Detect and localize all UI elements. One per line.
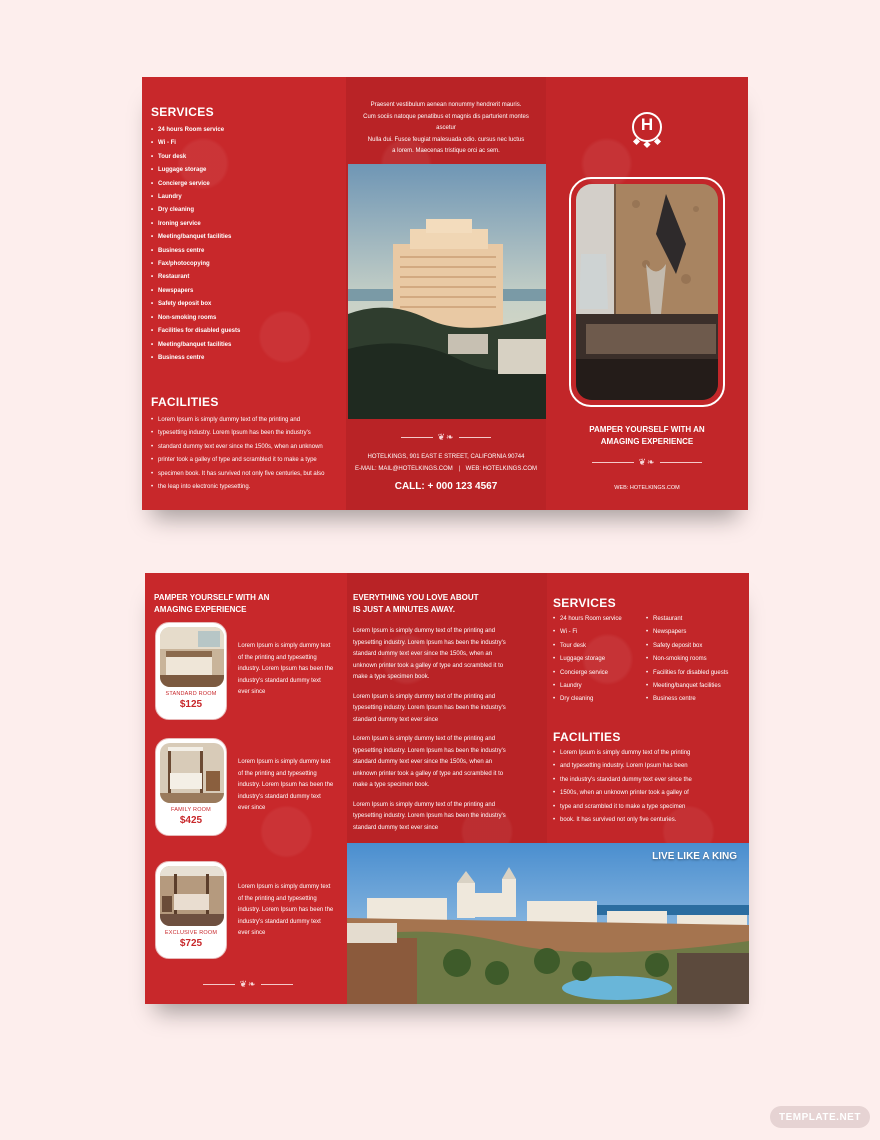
list-item: • Wi - Fi (151, 137, 240, 150)
list-item: • Tour desk (151, 151, 240, 164)
text-line: industry's standard dummy text (238, 793, 321, 800)
list-item: • Non-smoking rooms (646, 653, 728, 666)
services-list-col2 (646, 613, 728, 707)
list-item: • Concierge service (553, 667, 622, 680)
facilities-list (151, 414, 324, 494)
room-price: $725 (179, 938, 203, 949)
list-item: • the industry's standard dummy text ever since the (553, 774, 692, 787)
cover-frame (569, 177, 725, 407)
list-item: • Ironing service (151, 218, 240, 231)
list-item: • Business centre (151, 352, 240, 365)
text-line: typesetting industry. Lorem Ipsum has been the industry's (353, 639, 506, 646)
ornament-divider: ❦❧ (592, 457, 702, 467)
panel-rooms (145, 573, 347, 1004)
list-item: • Dry cleaning (151, 204, 240, 217)
ornament-divider: ❦❧ (203, 979, 293, 989)
text-line: Lorem Ipsum is simply dummy text of the printing and (353, 693, 496, 700)
separator: | (458, 465, 460, 472)
text-line: of the printing and typesetting (238, 895, 317, 902)
panel-contact (346, 77, 546, 510)
list-item: • Safety deposit box (151, 298, 240, 311)
list-item: • type and scrambled it to make a type specimen (553, 801, 692, 814)
text-line: industry. Lorem Ipsum has been the (238, 782, 334, 788)
banner-text: LIVE LIKE A KING (652, 851, 737, 862)
list-item: • Business centre (151, 245, 240, 258)
cover-web: WEB: HOTELKINGS.COM (614, 485, 680, 491)
watermark-badge[interactable]: TEMPLATE.NET (770, 1106, 870, 1128)
text-line: ever since (238, 805, 266, 811)
list-item: • Luggage storage (151, 164, 240, 177)
text-line: industry's standard dummy text (238, 677, 321, 684)
text-line: industry. Lorem Ipsum has been the (238, 907, 334, 913)
services-list (151, 124, 240, 365)
family-room-photo (160, 743, 224, 803)
phone-number: CALL: + 000 123 4567 (394, 481, 498, 492)
address-text: HOTELKINGS, 901 EAST E STREET, CALIFORNIA 90744 (367, 454, 525, 460)
room-description (238, 757, 343, 815)
list-item: • 24 hours Room service (553, 613, 622, 626)
text-line: standard dummy text ever since (353, 824, 439, 831)
text-line: of the printing and typesetting (238, 770, 317, 777)
list-item: • Safety deposit box (646, 640, 728, 653)
text-line: standard dummy text ever since the 1500s, when an (353, 651, 493, 657)
rooms-title: PAMPER YOURSELF WITH AN AMAGING EXPERIENCE (154, 593, 270, 614)
list-item: • Facilities for disabled guests (151, 325, 240, 338)
list-item: • Tour desk (553, 640, 622, 653)
text-line: Lorem Ipsum is simply dummy text (238, 643, 331, 649)
list-item: • Non-smoking rooms (151, 312, 240, 325)
text-line: ever since (238, 930, 266, 936)
room-description (238, 641, 343, 699)
list-item: • and typesetting industry. Lorem Ipsum has been (553, 760, 692, 773)
panel-cover (546, 77, 748, 510)
list-item: • Dry cleaning (553, 693, 622, 706)
list-item: • Lorem Ipsum is simply dummy text of the printing (553, 747, 692, 760)
intro-line: Nulla dui. Fusce feugiat malesuada odio. cursus nec luctus (367, 136, 525, 143)
cover-tagline: PAMPER YOURSELF WITH AN AMAGING EXPERIENCE (589, 425, 705, 446)
list-item: • Meeting/banquet facilities (151, 231, 240, 244)
text-line: Lorem Ipsum is simply dummy text (238, 759, 331, 765)
paragraph (353, 734, 543, 792)
brochure-outside (142, 77, 748, 510)
list-item: • specimen book. It has survived not only five centuries, but also (151, 468, 324, 481)
list-item: • standard dummy text ever since the 1500s, when an unknown (151, 441, 324, 454)
list-item: • Laundry (553, 680, 622, 693)
list-item: • the leap into electronic typesetting. (151, 481, 324, 494)
services-title: SERVICES (553, 596, 616, 610)
list-item: • 1500s, when an unknown printer took a galley of (553, 787, 692, 800)
intro-line: Cum sociis natoque penatibus et magnis dis parturient montes (363, 113, 529, 120)
list-item: • Meeting/banquet facilities (646, 680, 728, 693)
list-item: • Luggage storage (553, 653, 622, 666)
room-price: $125 (179, 699, 203, 710)
text-line: typesetting industry. Lorem Ipsum has been the industry's (353, 813, 506, 819)
room-name: EXCLUSIVE ROOM (164, 930, 218, 936)
list-item: • 24 hours Room service (151, 124, 240, 137)
town-panorama-photo (347, 843, 749, 1004)
list-item: • Newspapers (646, 626, 728, 639)
facilities-title: FACILITIES (151, 395, 219, 409)
dining-table-photo (576, 184, 718, 400)
list-item: • Laundry (151, 191, 240, 204)
text-line: Lorem Ipsum is simply dummy text of the printing and (353, 736, 496, 742)
list-item: • Concierge service (151, 178, 240, 191)
text-line: unknown printer took a galley of type and scrambled it to (353, 662, 504, 669)
email-text: E-MAIL: MAIL@HOTELKINGS.COM (354, 465, 453, 472)
list-item: • Restaurant (151, 271, 240, 284)
room-description (238, 882, 343, 940)
text-line: industry's standard dummy text (238, 918, 321, 925)
list-item: • Wi - Fi (553, 626, 622, 639)
list-item: • Business centre (646, 693, 728, 706)
paragraph (353, 800, 543, 835)
text-line: make a type specimen book. (353, 782, 430, 788)
text-line: typesetting industry. Lorem Ipsum has been the industry's (353, 747, 506, 754)
hotel-logo (624, 110, 670, 150)
list-item: • Lorem Ipsum is simply dummy text of the printing and (151, 414, 324, 427)
standard-room-photo (160, 627, 224, 687)
room-name: FAMILY ROOM (171, 807, 211, 813)
facilities-title: FACILITIES (553, 730, 621, 744)
room-card-family (155, 738, 227, 836)
email-web-line (346, 464, 546, 476)
list-item: • Newspapers (151, 285, 240, 298)
intro-line: ascetur (436, 125, 456, 131)
text-line: unknown printer took a galley of type and scrambled it to (353, 770, 504, 777)
text-line: make a type specimen book. (353, 674, 430, 680)
room-name: STANDARD ROOM (165, 691, 217, 697)
ornament-divider: ❦❧ (401, 432, 491, 442)
everything-title: EVERYTHING YOU LOVE ABOUT IS JUST A MINUTES AWAY. (353, 593, 479, 614)
text-line: Lorem Ipsum is simply dummy text of the printing and (353, 628, 496, 634)
paragraph (353, 692, 543, 727)
text-line: standard dummy text ever since the 1500s, when an (353, 759, 493, 765)
hotel-tower-photo (348, 164, 546, 419)
list-item: • book. It has survived not only five centuries. (553, 814, 692, 827)
intro-line: Praesent vestibulum aenean nonummy hendrerit mauris. (370, 102, 522, 108)
text-line: industry. Lorem Ipsum has been the (238, 666, 334, 672)
panel-services (142, 77, 346, 510)
list-item: • printer took a galley of type and scrambled it to make a type (151, 454, 324, 467)
list-item: • typesetting industry. Lorem Ipsum has been the industry's (151, 427, 324, 440)
list-item: • Facilities for disabled guests (646, 667, 728, 680)
list-item: • Meeting/banquet facilities (151, 339, 240, 352)
paragraph (353, 626, 543, 684)
everything-paragraphs (353, 626, 543, 834)
text-line: Lorem Ipsum is simply dummy text (238, 884, 331, 890)
room-price: $425 (179, 815, 203, 826)
intro-text (352, 100, 540, 158)
text-line: ever since (238, 689, 266, 695)
room-card-exclusive (155, 861, 227, 959)
brochure-inside (145, 573, 749, 1004)
text-line: standard dummy text ever since (353, 716, 439, 723)
services-list-col1 (553, 613, 622, 707)
room-card-standard (155, 622, 227, 720)
web-text: WEB: HOTELKINGS.COM (465, 465, 538, 472)
facilities-list (553, 747, 692, 827)
contact-block (346, 452, 546, 475)
text-line: typesetting industry. Lorem Ipsum has been the industry's (353, 705, 506, 711)
intro-line: a lorem. Maecenas tristique orci ac sem. (392, 148, 500, 154)
list-item: • Fax/photocopying (151, 258, 240, 271)
logo-letter: H (640, 115, 654, 134)
exclusive-room-photo (160, 866, 224, 926)
text-line: Lorem Ipsum is simply dummy text of the printing and (353, 801, 496, 808)
services-title: SERVICES (151, 105, 214, 119)
text-line: of the printing and typesetting (238, 654, 317, 661)
list-item: • Restaurant (646, 613, 728, 626)
